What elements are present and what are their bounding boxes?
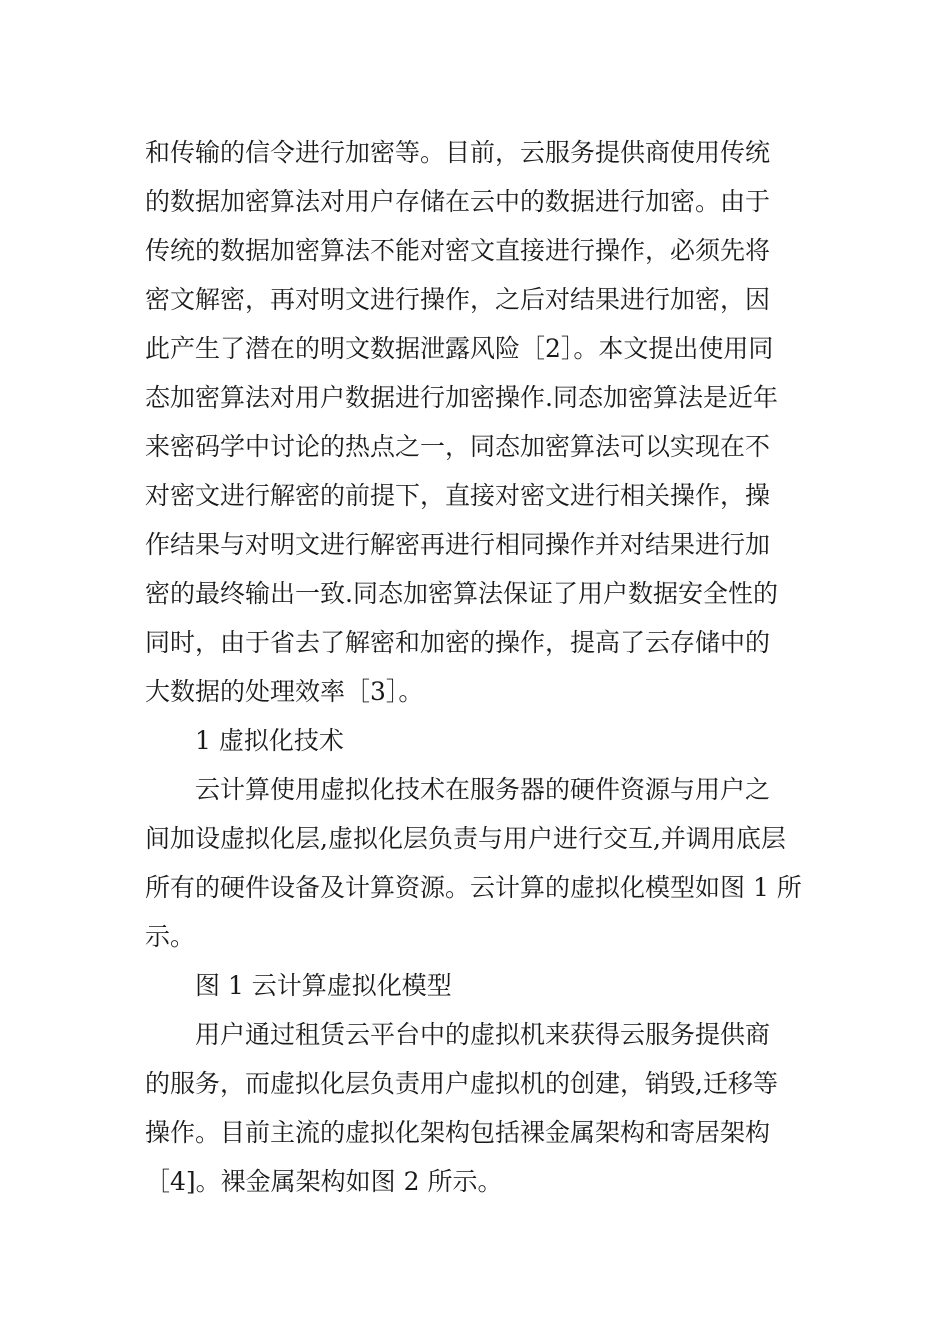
paragraph-virtualization bbox=[145, 765, 810, 961]
text-line: ［4]。裸金属架构如图 2 所示。 bbox=[145, 1167, 503, 1196]
text-line: 用户通过租赁云平台中的虚拟机来获得云服务提供商 bbox=[195, 1020, 771, 1049]
text-line: 大数据的处理效率［3］。 bbox=[145, 677, 424, 706]
text-line: 的服务，而虚拟化层负责用户虚拟机的创建，销毁,迁移等 bbox=[145, 1069, 778, 1098]
text-line: 传统的数据加密算法不能对密文直接进行操作，必须先将 bbox=[145, 236, 771, 265]
text-line: 同时，由于省去了解密和加密的操作，提高了云存储中的 bbox=[145, 628, 771, 657]
paragraph-architecture bbox=[145, 1010, 810, 1206]
text-line: 此产生了潜在的明文数据泄露风险［2］。本文提出使用同 bbox=[145, 334, 774, 363]
heading-virtualization: 1 虚拟化技术 bbox=[195, 726, 344, 755]
text-line: 间加设虚拟化层,虚拟化层负责与用户进行交互,并调用底层 bbox=[145, 824, 786, 853]
paragraph-intro-continued bbox=[145, 128, 810, 716]
text-line: 的数据加密算法对用户存储在云中的数据进行加密。由于 bbox=[145, 187, 771, 216]
section-heading bbox=[145, 716, 810, 765]
text-line: 密的最终输出一致.同态加密算法保证了用户数据安全性的 bbox=[145, 579, 778, 608]
document-body bbox=[145, 128, 810, 1206]
text-line: 作结果与对明文进行解密再进行相同操作并对结果进行加 bbox=[145, 530, 771, 559]
text-line: 密文解密，再对明文进行操作，之后对结果进行加密，因 bbox=[145, 285, 771, 314]
text-line: 所有的硬件设备及计算资源。云计算的虚拟化模型如图 1 所 bbox=[145, 873, 802, 902]
figure-caption bbox=[145, 961, 810, 1010]
text-line: 对密文进行解密的前提下，直接对密文进行相关操作，操 bbox=[145, 481, 771, 510]
text-line: 示。 bbox=[145, 922, 196, 951]
text-line: 和传输的信令进行加密等。目前，云服务提供商使用传统 bbox=[145, 138, 771, 167]
text-line: 态加密算法对用户数据进行加密操作.同态加密算法是近年 bbox=[145, 383, 778, 412]
figure-caption-1: 图 1 云计算虚拟化模型 bbox=[195, 971, 452, 1000]
text-line: 来密码学中讨论的热点之一，同态加密算法可以实现在不 bbox=[145, 432, 771, 461]
text-line: 云计算使用虚拟化技术在服务器的硬件资源与用户之 bbox=[195, 775, 771, 804]
text-line: 操作。目前主流的虚拟化架构包括裸金属架构和寄居架构 bbox=[145, 1118, 771, 1147]
